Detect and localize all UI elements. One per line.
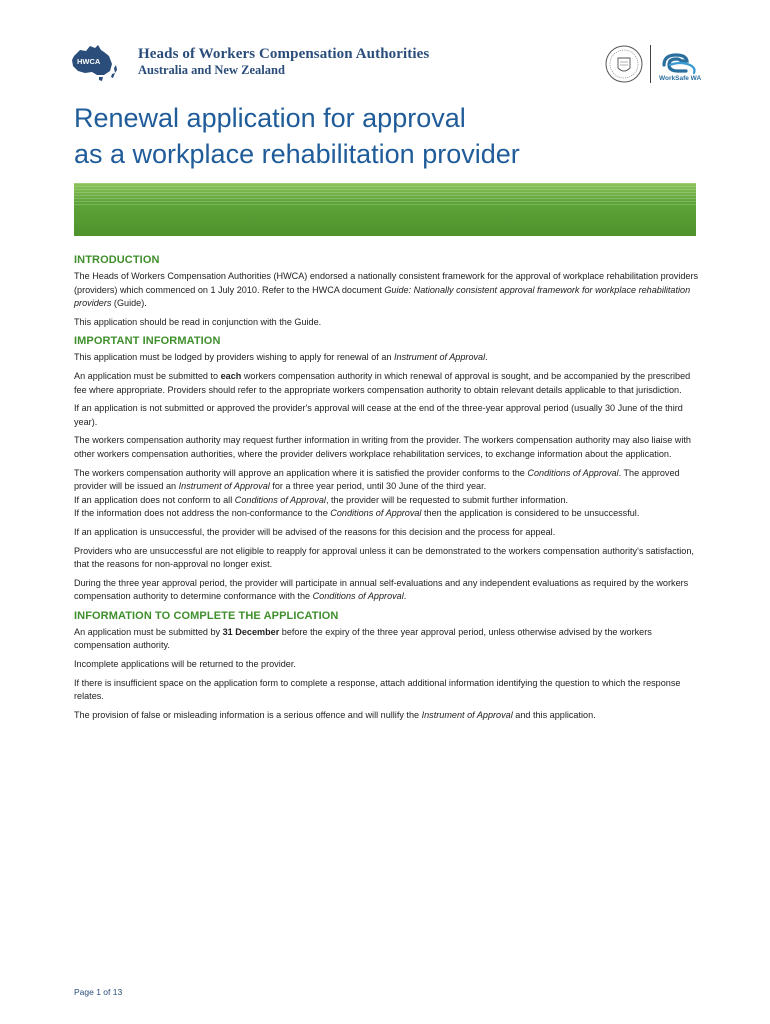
logo-divider (650, 45, 651, 83)
complete-application-heading: INFORMATION TO COMPLETE THE APPLICATION (74, 609, 339, 622)
complete-paragraph-4: The provision of false or misleading information is a serious offence and will nullify the Instrument of Approval and this application. (74, 709, 596, 720)
government-seal-icon (604, 44, 644, 84)
worksafe-logo-text: WorkSafe WA (659, 75, 702, 82)
introduction-paragraph-2: This application should be read in conjunction with the Guide. (74, 316, 322, 327)
important-paragraph-1: This application must be lodged by providers wishing to apply for renewal of an Instrument of Approval. (74, 352, 488, 363)
important-paragraph-3: If an application is not submitted or approved the provider's approval will cease at the end of the three-year approval period (usually 30 June of the third year). (74, 403, 683, 427)
complete-paragraph-2: Incomplete applications will be returned to the provider. (74, 659, 296, 670)
important-paragraph-7: Providers who are unsuccessful are not eligible to reapply for approval unless it can be demonstrated to the workers compensation authority's satisfaction, that the reasons for non-approval no longer exist. (74, 545, 694, 570)
introduction-section (74, 254, 699, 329)
important-information-heading: IMPORTANT INFORMATION (74, 335, 221, 348)
important-paragraph-5: The workers compensation authority will approve an application where it is satisfied the provider conforms to the Conditions of Approval. The approved provider will be issued an Instrument of Approval for a three year period, until 30 June of the third year. If an application does not conform to all Conditions of Approval, the provider will be requested to submit further information. If the information does not address the non-conformance to the Conditions of Approval then the application is considered to be unsuccessful. (74, 467, 680, 519)
introduction-heading: INTRODUCTION (74, 254, 160, 266)
logo-text: HWCA (77, 57, 101, 66)
green-header-band (74, 183, 696, 236)
org-name: Heads of Workers Compensation Authorities (138, 46, 430, 62)
important-paragraph-8: During the three year approval period, the provider will participate in annual self-evaluations and any independent evaluations as required by the workers compensation authority to determine conformance with the Conditions of Approval. (74, 577, 689, 602)
introduction-paragraph-1: The Heads of Workers Compensation Authorities (HWCA) endorsed a nationally consistent framework for the approval of workplace rehabilitation providers (providers) which commenced on 1 July 2010. Refer to the HWCA document Guide: Nationally consistent approval framework for workplace rehabilitation providers (Guide). (74, 271, 699, 309)
complete-paragraph-3: If there is insufficient space on the application form to complete a response, attach additional information identifying the question to which the response relates. (74, 677, 681, 702)
important-information-section (74, 335, 699, 604)
hwca-australia-logo (68, 42, 118, 82)
complete-application-section (74, 610, 699, 723)
title-line-1: Renewal application for approval (74, 103, 466, 133)
complete-paragraph-1: An application must be submitted by 31 December before the expiry of the three year approval period, unless otherwise advised by the workers compensation authority. (74, 626, 652, 651)
main-content (74, 254, 699, 728)
org-subtitle: Australia and New Zealand (138, 63, 285, 77)
important-paragraph-2: An application must be submitted to each workers compensation authority in which renewal of approval is sought, and be accompanied by the prescribed fee where appropriate. Providers should refer to the appropriate workers compensation authority to obtain relevant details applicable to that jurisdiction. (74, 370, 691, 395)
title-line-2: as a workplace rehabilitation provider (74, 139, 520, 169)
important-paragraph-6: If an application is unsuccessful, the provider will be advised of the reasons for this decision and the process for appeal. (74, 526, 556, 537)
important-paragraph-4: The workers compensation authority may request further information in writing from the provider. The workers compensation authority may also liaise with other workers compensation authorities, where the provider delivers workplace rehabilitation services, to exchange information about the application. (74, 435, 691, 459)
page-number: Page 1 of 13 (74, 987, 123, 997)
page-header (0, 0, 770, 95)
page-title (74, 100, 520, 172)
